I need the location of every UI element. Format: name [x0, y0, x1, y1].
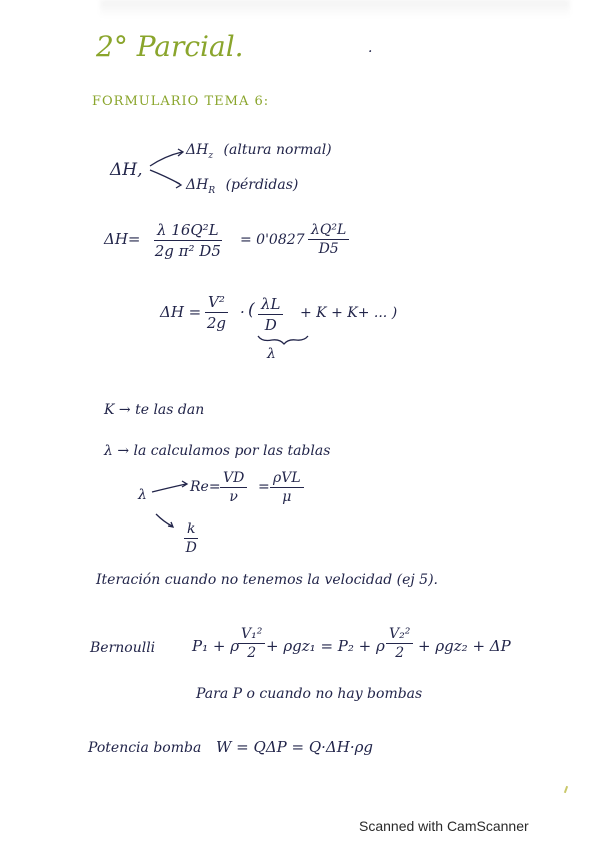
eq1-mid: = 0'0827: [240, 232, 305, 248]
eq2-num2: λL: [258, 295, 283, 315]
reynolds-fraction-1: [220, 470, 247, 505]
eq1-lhs: ΔH=: [104, 230, 141, 248]
branch-symbol: ΔH,: [110, 160, 143, 180]
bernoulli-v1-num: V₁²: [238, 626, 265, 644]
reynolds-num1: VD: [220, 470, 247, 488]
bernoulli-v2-num: V₂²: [386, 626, 413, 644]
bernoulli-mid1: + ρgz₁ = P₂ + ρ: [266, 637, 385, 655]
bernoulli-label: Bernoulli: [90, 640, 156, 656]
reynolds-den2: μ: [282, 489, 292, 505]
eq2-den1: 2g: [206, 314, 226, 332]
section-subtitle: FORMULARIO TEMA 6:: [92, 94, 270, 109]
branch-item-altura: $\Delta H_z$ (altura normal): [186, 142, 332, 161]
eq2-open-paren: (: [248, 300, 255, 320]
lambda-branch-symbol: λ: [138, 487, 147, 503]
eq2-den2: D: [264, 316, 277, 334]
reynolds-lhs: Re=: [190, 479, 221, 495]
eq2-under-lambda: λ: [267, 346, 276, 362]
stray-dot: ·: [368, 44, 373, 60]
eq2-num1: V²: [205, 293, 228, 313]
note-lambda: λ → la calculamos por las tablas: [104, 443, 331, 459]
page-title: 2° Parcial.: [96, 30, 244, 63]
eq1-den1: 2g π² D5: [154, 242, 221, 260]
bernoulli-p1: P₁ + ρ: [192, 637, 240, 655]
relative-roughness-fraction: [184, 521, 198, 556]
scanner-watermark: Scanned with CamScanner: [359, 818, 529, 834]
roughness-den: D: [185, 540, 197, 556]
potencia-label: Potencia bomba: [88, 740, 202, 756]
eq1-den2: D5: [318, 241, 339, 257]
roughness-num: k: [184, 521, 198, 539]
reynolds-num2: ρVL: [270, 470, 304, 488]
bernoulli-mid2: + ρgz₂ + ΔP: [418, 637, 511, 655]
bernoulli-note: Para P o cuando no hay bombas: [196, 686, 423, 702]
branch-item-perdidas: $\Delta H_R$ (pérdidas): [186, 177, 299, 196]
eq2-lhs: ΔH =: [160, 303, 202, 321]
note-iteration: Iteración cuando no tenemos la velocidad (ej 5).: [96, 572, 438, 588]
bernoulli-v2-fraction: [386, 626, 413, 661]
note-k: K → te las dan: [104, 402, 205, 418]
eq2-rest: + K + K+ ... ): [300, 305, 398, 321]
bernoulli-v2-den: 2: [395, 645, 405, 661]
potencia-formula: W = QΔP = Q·ΔH·ρg: [216, 738, 374, 756]
bernoulli-v1-den: 2: [247, 645, 257, 661]
eq1-num1: λ 16Q²L: [154, 221, 222, 241]
bernoulli-v1-fraction: [238, 626, 265, 661]
reynolds-equals: =: [258, 479, 270, 495]
eq2-dot: ·: [240, 303, 245, 321]
eq1-num2: λQ²L: [308, 222, 349, 240]
reynolds-den1: ν: [229, 489, 238, 505]
reynolds-fraction-2: [270, 470, 304, 505]
